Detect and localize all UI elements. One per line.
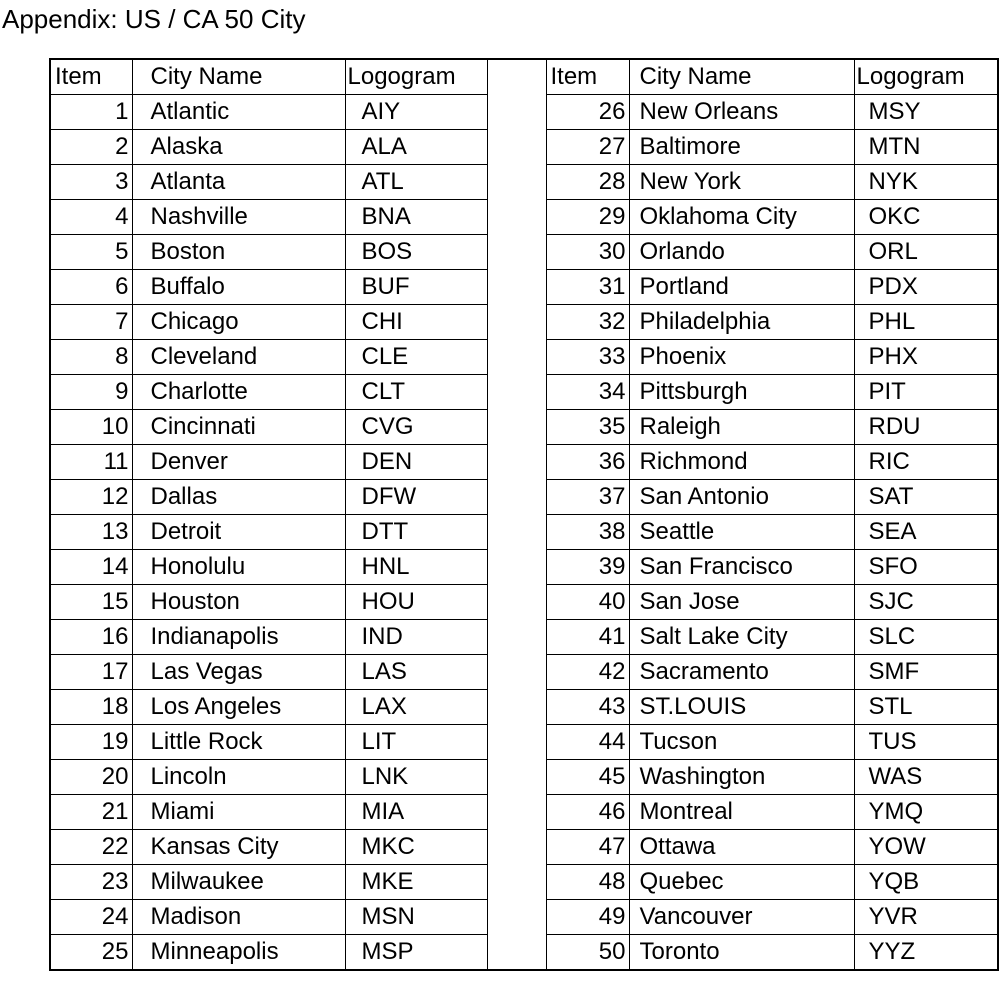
column-gap [487, 130, 546, 165]
city-name-cell: New York [629, 165, 854, 200]
city-name-cell: Honolulu [132, 550, 345, 585]
city-name-cell: Sacramento [629, 655, 854, 690]
table-row [50, 620, 998, 655]
item-number-cell: 33 [546, 340, 629, 375]
item-number-cell: 12 [50, 480, 132, 515]
logogram-cell: SLC [854, 620, 998, 655]
logogram-cell: TUS [854, 725, 998, 760]
logogram-cell: YMQ [854, 795, 998, 830]
city-name-cell: New Orleans [629, 95, 854, 130]
logogram-cell: BNA [345, 200, 487, 235]
item-number-cell: 45 [546, 760, 629, 795]
logogram-cell: LAS [345, 655, 487, 690]
logogram-cell: BUF [345, 270, 487, 305]
city-name-cell: Boston [132, 235, 345, 270]
table-row [50, 585, 998, 620]
city-name-cell: Ottawa [629, 830, 854, 865]
item-number-cell: 18 [50, 690, 132, 725]
city-name-cell: Minneapolis [132, 935, 345, 971]
logogram-cell: RDU [854, 410, 998, 445]
column-gap [487, 270, 546, 305]
city-name-cell: Quebec [629, 865, 854, 900]
logogram-cell: OKC [854, 200, 998, 235]
item-number-cell: 37 [546, 480, 629, 515]
city-name-cell: Kansas City [132, 830, 345, 865]
item-number-cell: 3 [50, 165, 132, 200]
city-name-cell: Dallas [132, 480, 345, 515]
item-number-cell: 41 [546, 620, 629, 655]
item-number-cell: 26 [546, 95, 629, 130]
item-number-cell: 44 [546, 725, 629, 760]
item-number-cell: 9 [50, 375, 132, 410]
city-name-cell: Las Vegas [132, 655, 345, 690]
city-name-cell: Milwaukee [132, 865, 345, 900]
column-gap [487, 830, 546, 865]
item-number-cell: 4 [50, 200, 132, 235]
city-name-cell: Cleveland [132, 340, 345, 375]
logogram-cell: LNK [345, 760, 487, 795]
header-city-right: City Name [629, 59, 854, 95]
page-title: Appendix: US / CA 50 City [2, 4, 306, 34]
logogram-cell: MSY [854, 95, 998, 130]
city-logogram-table [49, 58, 999, 971]
logogram-cell: HNL [345, 550, 487, 585]
city-name-cell: Indianapolis [132, 620, 345, 655]
logogram-cell: WAS [854, 760, 998, 795]
logogram-cell: SMF [854, 655, 998, 690]
column-gap [487, 865, 546, 900]
logogram-cell: HOU [345, 585, 487, 620]
logogram-cell: SAT [854, 480, 998, 515]
city-name-cell: San Francisco [629, 550, 854, 585]
city-name-cell: Toronto [629, 935, 854, 971]
table-row [50, 655, 998, 690]
table-row [50, 445, 998, 480]
table-row [50, 690, 998, 725]
table-row [50, 795, 998, 830]
logogram-cell: LIT [345, 725, 487, 760]
item-number-cell: 49 [546, 900, 629, 935]
city-name-cell: Richmond [629, 445, 854, 480]
city-name-cell: Lincoln [132, 760, 345, 795]
logogram-cell: CLT [345, 375, 487, 410]
item-number-cell: 38 [546, 515, 629, 550]
item-number-cell: 7 [50, 305, 132, 340]
item-number-cell: 19 [50, 725, 132, 760]
table-row [50, 900, 998, 935]
table-row [50, 165, 998, 200]
column-gap [487, 900, 546, 935]
column-gap [487, 585, 546, 620]
table-row [50, 235, 998, 270]
logogram-cell: STL [854, 690, 998, 725]
table-row [50, 130, 998, 165]
item-number-cell: 2 [50, 130, 132, 165]
table-row [50, 340, 998, 375]
city-name-cell: Alaska [132, 130, 345, 165]
header-logogram-right: Logogram [854, 59, 998, 95]
table-header-row [50, 59, 998, 95]
logogram-cell: YOW [854, 830, 998, 865]
logogram-cell: PDX [854, 270, 998, 305]
column-gap [487, 515, 546, 550]
item-number-cell: 39 [546, 550, 629, 585]
table-row [50, 830, 998, 865]
logogram-cell: CLE [345, 340, 487, 375]
column-gap [487, 655, 546, 690]
header-item-left: Item [50, 59, 132, 95]
column-gap [487, 305, 546, 340]
column-gap [487, 235, 546, 270]
city-name-cell: ST.LOUIS [629, 690, 854, 725]
logogram-cell: MKC [345, 830, 487, 865]
column-gap [487, 200, 546, 235]
item-number-cell: 10 [50, 410, 132, 445]
item-number-cell: 23 [50, 865, 132, 900]
logogram-cell: RIC [854, 445, 998, 480]
table-row [50, 550, 998, 585]
column-gap [487, 620, 546, 655]
column-gap [487, 59, 546, 95]
column-gap [487, 445, 546, 480]
item-number-cell: 24 [50, 900, 132, 935]
logogram-cell: MIA [345, 795, 487, 830]
item-number-cell: 36 [546, 445, 629, 480]
city-name-cell: Miami [132, 795, 345, 830]
item-number-cell: 40 [546, 585, 629, 620]
city-name-cell: Phoenix [629, 340, 854, 375]
city-name-cell: Washington [629, 760, 854, 795]
logogram-cell: BOS [345, 235, 487, 270]
column-gap [487, 340, 546, 375]
item-number-cell: 29 [546, 200, 629, 235]
table-row [50, 725, 998, 760]
logogram-cell: SFO [854, 550, 998, 585]
item-number-cell: 5 [50, 235, 132, 270]
city-name-cell: Portland [629, 270, 854, 305]
table-row [50, 515, 998, 550]
item-number-cell: 47 [546, 830, 629, 865]
item-number-cell: 6 [50, 270, 132, 305]
item-number-cell: 32 [546, 305, 629, 340]
city-name-cell: Detroit [132, 515, 345, 550]
city-name-cell: Denver [132, 445, 345, 480]
logogram-cell: ORL [854, 235, 998, 270]
item-number-cell: 14 [50, 550, 132, 585]
logogram-cell: MTN [854, 130, 998, 165]
city-name-cell: Charlotte [132, 375, 345, 410]
logogram-cell: AIY [345, 95, 487, 130]
item-number-cell: 16 [50, 620, 132, 655]
item-number-cell: 17 [50, 655, 132, 690]
logogram-cell: DFW [345, 480, 487, 515]
city-name-cell: Baltimore [629, 130, 854, 165]
logogram-cell: PHL [854, 305, 998, 340]
city-name-cell: San Jose [629, 585, 854, 620]
table-row [50, 95, 998, 130]
logogram-cell: SJC [854, 585, 998, 620]
logogram-cell: SEA [854, 515, 998, 550]
table-row [50, 935, 998, 971]
item-number-cell: 50 [546, 935, 629, 971]
item-number-cell: 20 [50, 760, 132, 795]
item-number-cell: 28 [546, 165, 629, 200]
item-number-cell: 27 [546, 130, 629, 165]
logogram-cell: PHX [854, 340, 998, 375]
logogram-cell: YYZ [854, 935, 998, 971]
city-name-cell: Tucson [629, 725, 854, 760]
logogram-cell: MSN [345, 900, 487, 935]
column-gap [487, 95, 546, 130]
column-gap [487, 165, 546, 200]
logogram-cell: ATL [345, 165, 487, 200]
table-row [50, 200, 998, 235]
table-row [50, 305, 998, 340]
logogram-cell: PIT [854, 375, 998, 410]
table-row [50, 865, 998, 900]
city-name-cell: Cincinnati [132, 410, 345, 445]
header-city-left: City Name [132, 59, 345, 95]
column-gap [487, 690, 546, 725]
logogram-cell: LAX [345, 690, 487, 725]
logogram-cell: MKE [345, 865, 487, 900]
column-gap [487, 375, 546, 410]
item-number-cell: 15 [50, 585, 132, 620]
city-name-cell: Buffalo [132, 270, 345, 305]
city-name-cell: Pittsburgh [629, 375, 854, 410]
city-name-cell: San Antonio [629, 480, 854, 515]
item-number-cell: 22 [50, 830, 132, 865]
logogram-cell: NYK [854, 165, 998, 200]
item-number-cell: 11 [50, 445, 132, 480]
city-name-cell: Vancouver [629, 900, 854, 935]
logogram-cell: YQB [854, 865, 998, 900]
table-row [50, 480, 998, 515]
item-number-cell: 30 [546, 235, 629, 270]
city-name-cell: Raleigh [629, 410, 854, 445]
item-number-cell: 8 [50, 340, 132, 375]
logogram-cell: YVR [854, 900, 998, 935]
table-row [50, 760, 998, 795]
item-number-cell: 34 [546, 375, 629, 410]
city-name-cell: Philadelphia [629, 305, 854, 340]
column-gap [487, 760, 546, 795]
city-name-cell: Salt Lake City [629, 620, 854, 655]
column-gap [487, 550, 546, 585]
item-number-cell: 42 [546, 655, 629, 690]
column-gap [487, 725, 546, 760]
logogram-cell: ALA [345, 130, 487, 165]
item-number-cell: 25 [50, 935, 132, 971]
header-item-right: Item [546, 59, 629, 95]
city-name-cell: Montreal [629, 795, 854, 830]
item-number-cell: 31 [546, 270, 629, 305]
column-gap [487, 410, 546, 445]
item-number-cell: 43 [546, 690, 629, 725]
item-number-cell: 48 [546, 865, 629, 900]
city-name-cell: Houston [132, 585, 345, 620]
city-name-cell: Oklahoma City [629, 200, 854, 235]
city-name-cell: Little Rock [132, 725, 345, 760]
city-name-cell: Madison [132, 900, 345, 935]
logogram-cell: CVG [345, 410, 487, 445]
city-name-cell: Nashville [132, 200, 345, 235]
city-name-cell: Chicago [132, 305, 345, 340]
logogram-cell: DEN [345, 445, 487, 480]
logogram-cell: MSP [345, 935, 487, 971]
table-body [50, 59, 998, 970]
header-logogram-left: Logogram [345, 59, 487, 95]
table-row [50, 270, 998, 305]
column-gap [487, 795, 546, 830]
item-number-cell: 1 [50, 95, 132, 130]
logogram-cell: IND [345, 620, 487, 655]
column-gap [487, 480, 546, 515]
item-number-cell: 46 [546, 795, 629, 830]
city-name-cell: Orlando [629, 235, 854, 270]
table-row [50, 375, 998, 410]
city-name-cell: Atlanta [132, 165, 345, 200]
table-row [50, 410, 998, 445]
city-name-cell: Los Angeles [132, 690, 345, 725]
city-name-cell: Seattle [629, 515, 854, 550]
logogram-cell: DTT [345, 515, 487, 550]
column-gap [487, 935, 546, 971]
item-number-cell: 21 [50, 795, 132, 830]
city-name-cell: Atlantic [132, 95, 345, 130]
item-number-cell: 13 [50, 515, 132, 550]
item-number-cell: 35 [546, 410, 629, 445]
logogram-cell: CHI [345, 305, 487, 340]
